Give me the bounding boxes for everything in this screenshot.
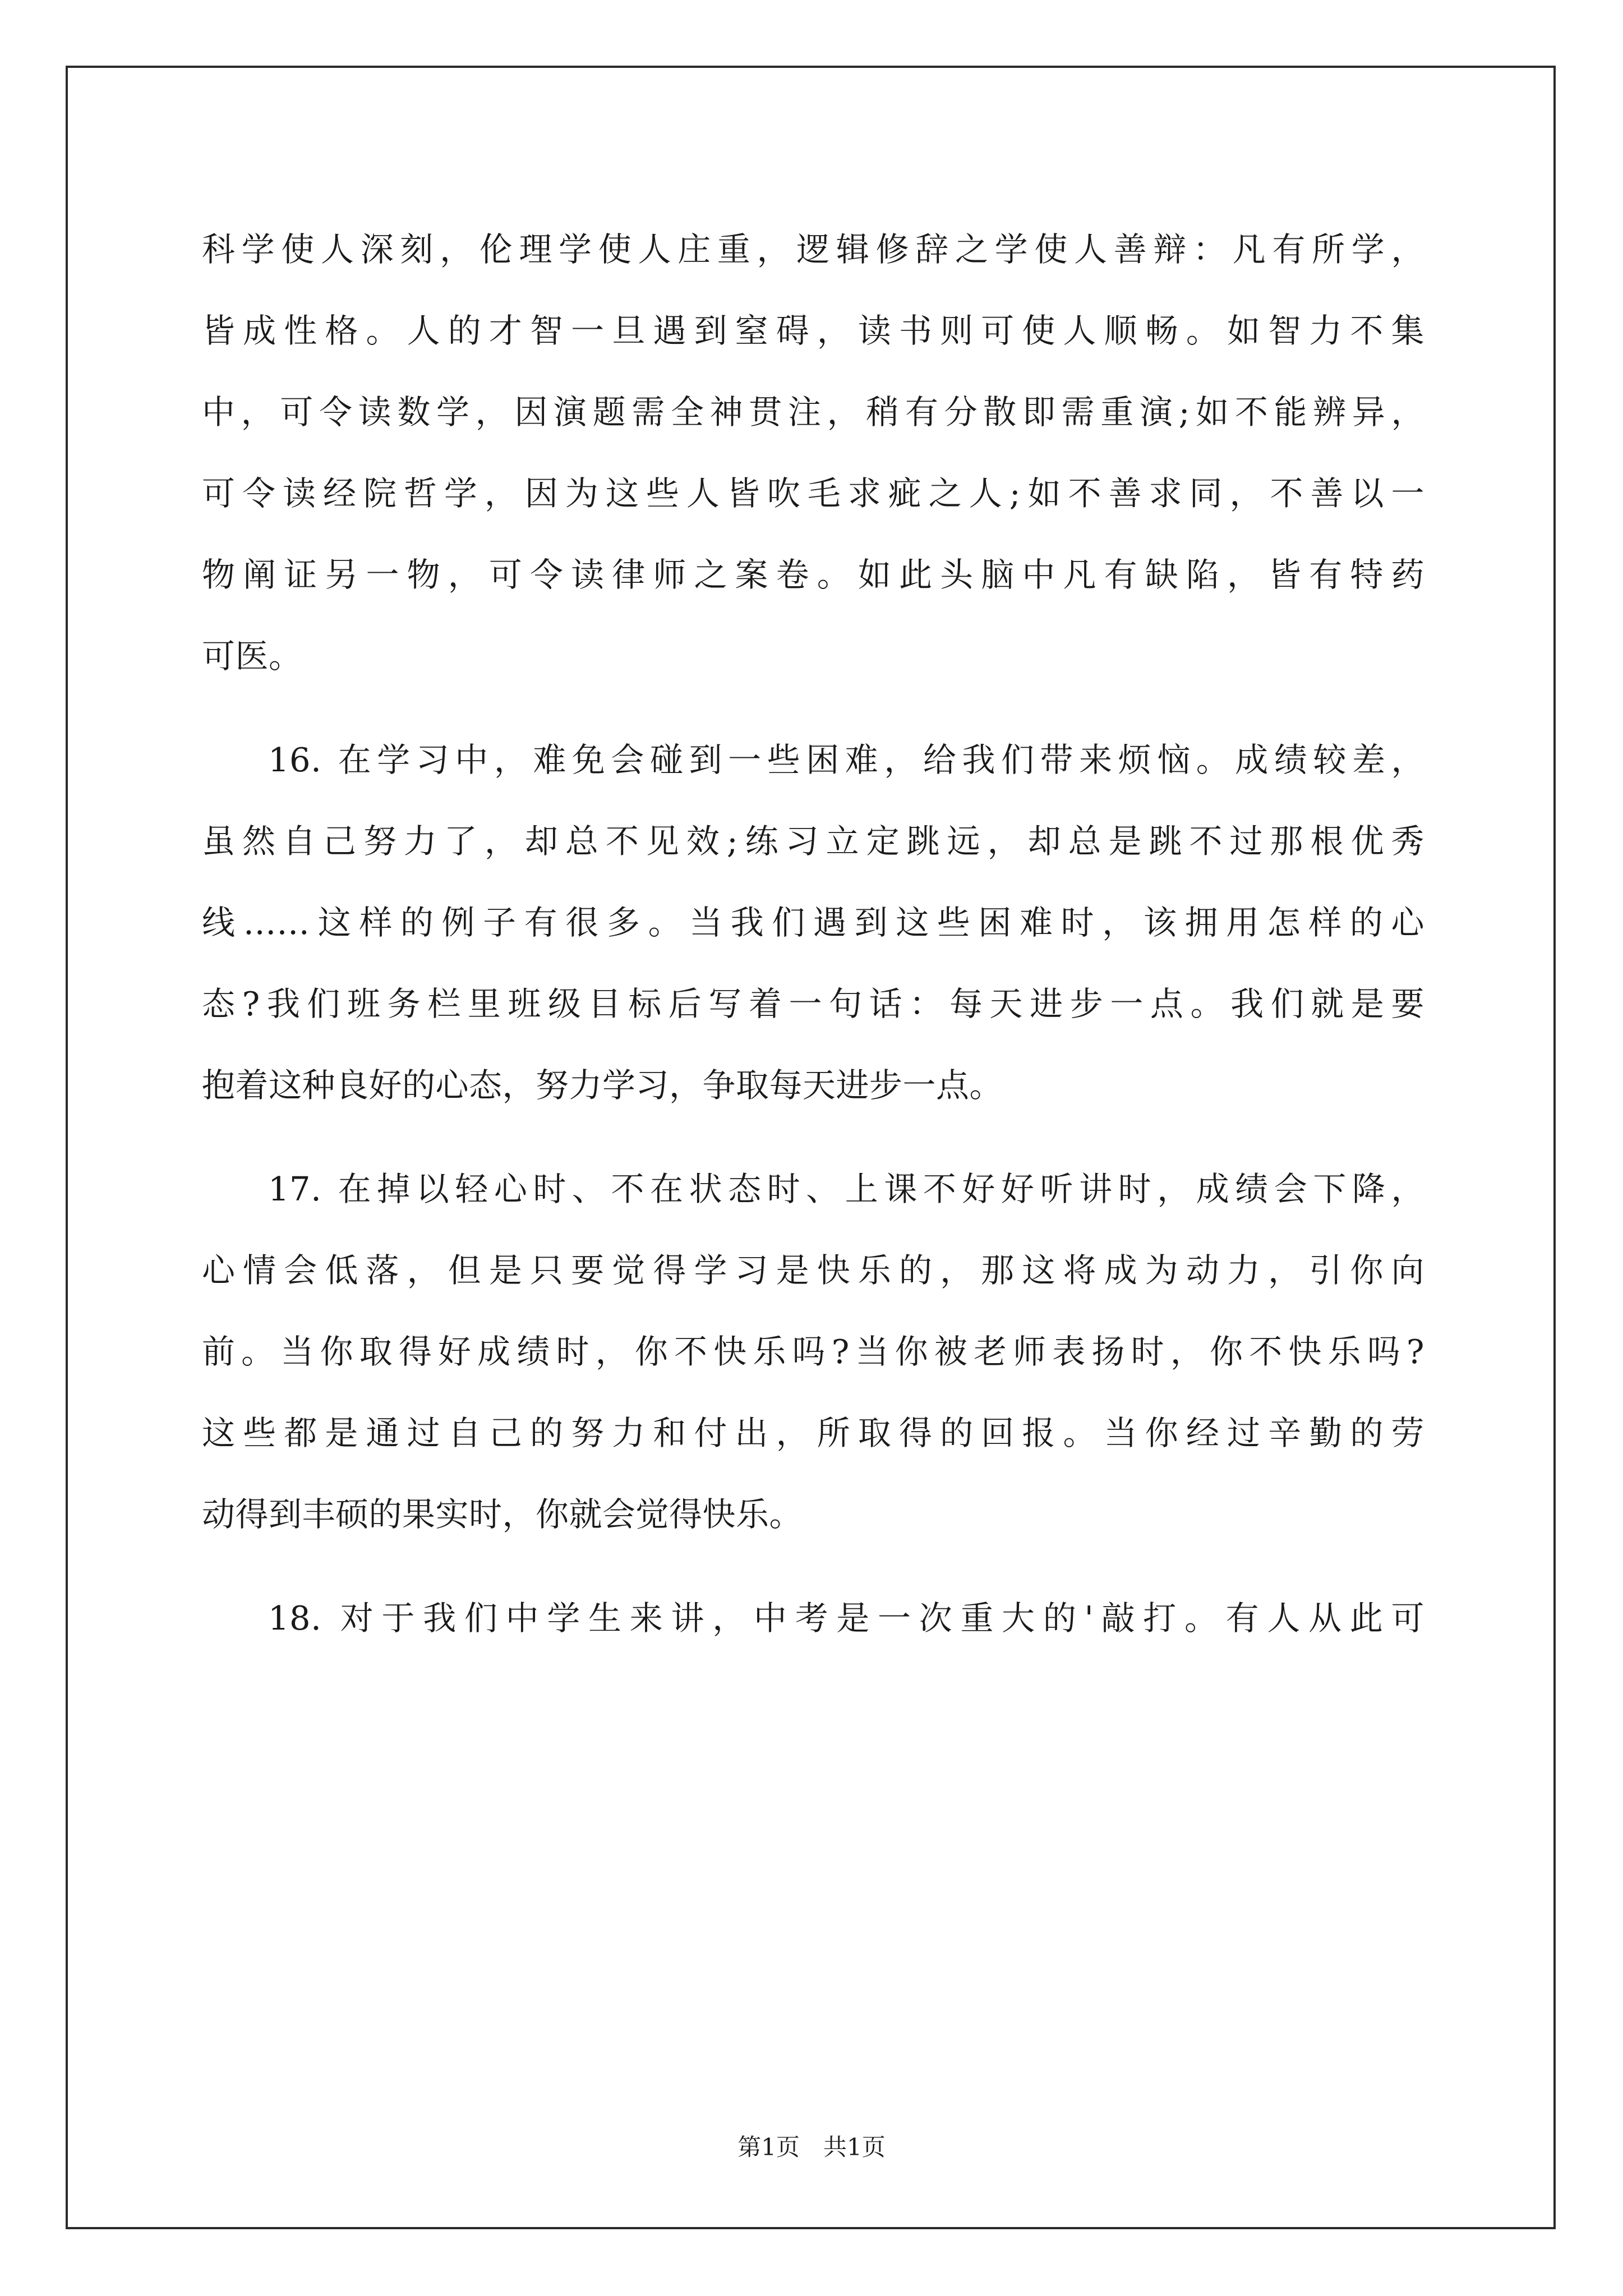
paragraph-18 [202,1577,1424,1659]
text-line: 18. 对于我们中学生来讲，中考是一次重大的'敲打。有人从此可 [268,1599,1424,1637]
text-line: 抱着这种良好的心态，努力学习，争取每天进步一点。 [202,1066,1003,1105]
text-line: 中，可令读数学，因演题需全神贯注，稍有分散即需重演;如不能辨异， [202,393,1424,431]
text-line: 可令读经院哲学，因为这些人皆吹毛求疵之人;如不善求同，不善以一 [202,474,1424,513]
text-line: 16. 在学习中，难免会碰到一些困难，给我们带来烦恼。成绩较差， [268,740,1424,779]
paragraph-17 [202,1148,1424,1555]
text-line: 前。当你取得好成绩时，你不快乐吗?当你被老师表扬时，你不快乐吗? [202,1332,1424,1371]
text-line: 线……这样的例子有很多。当我们遇到这些困难时，该拥用怎样的心 [202,903,1424,942]
text-line: 物阐证另一物，可令读律师之案卷。如此头脑中凡有缺陷，皆有特药 [202,555,1424,594]
text-line: 皆成性格。人的才智一旦遇到窒碍，读书则可使人顺畅。如智力不集 [202,311,1424,350]
document-body [202,209,1424,1659]
text-line: 动得到丰硕的果实时，你就会觉得快乐。 [202,1495,803,1534]
text-line: 可医。 [202,637,302,675]
paragraph-continuation [202,209,1424,697]
text-line: 17. 在掉以轻心时、不在状态时、上课不好好听讲时，成绩会下降， [268,1170,1424,1208]
text-line: 态?我们班务栏里班级目标后写着一句话：每天进步一点。我们就是要 [202,984,1424,1023]
text-line: 科学使人深刻，伦理学使人庄重，逻辑修辞之学使人善辩：凡有所学， [202,230,1424,269]
page-number-footer: 第1页 共1页 [737,2133,886,2161]
paragraph-16 [202,719,1424,1126]
text-line: 虽然自己努力了，却总不见效;练习立定跳远，却总是跳不过那根优秀 [202,822,1424,861]
text-line: 心情会低落，但是只要觉得学习是快乐的，那这将成为动力，引你向 [202,1251,1424,1290]
text-line: 这些都是通过自己的努力和付出，所取得的回报。当你经过辛勤的劳 [202,1414,1424,1452]
